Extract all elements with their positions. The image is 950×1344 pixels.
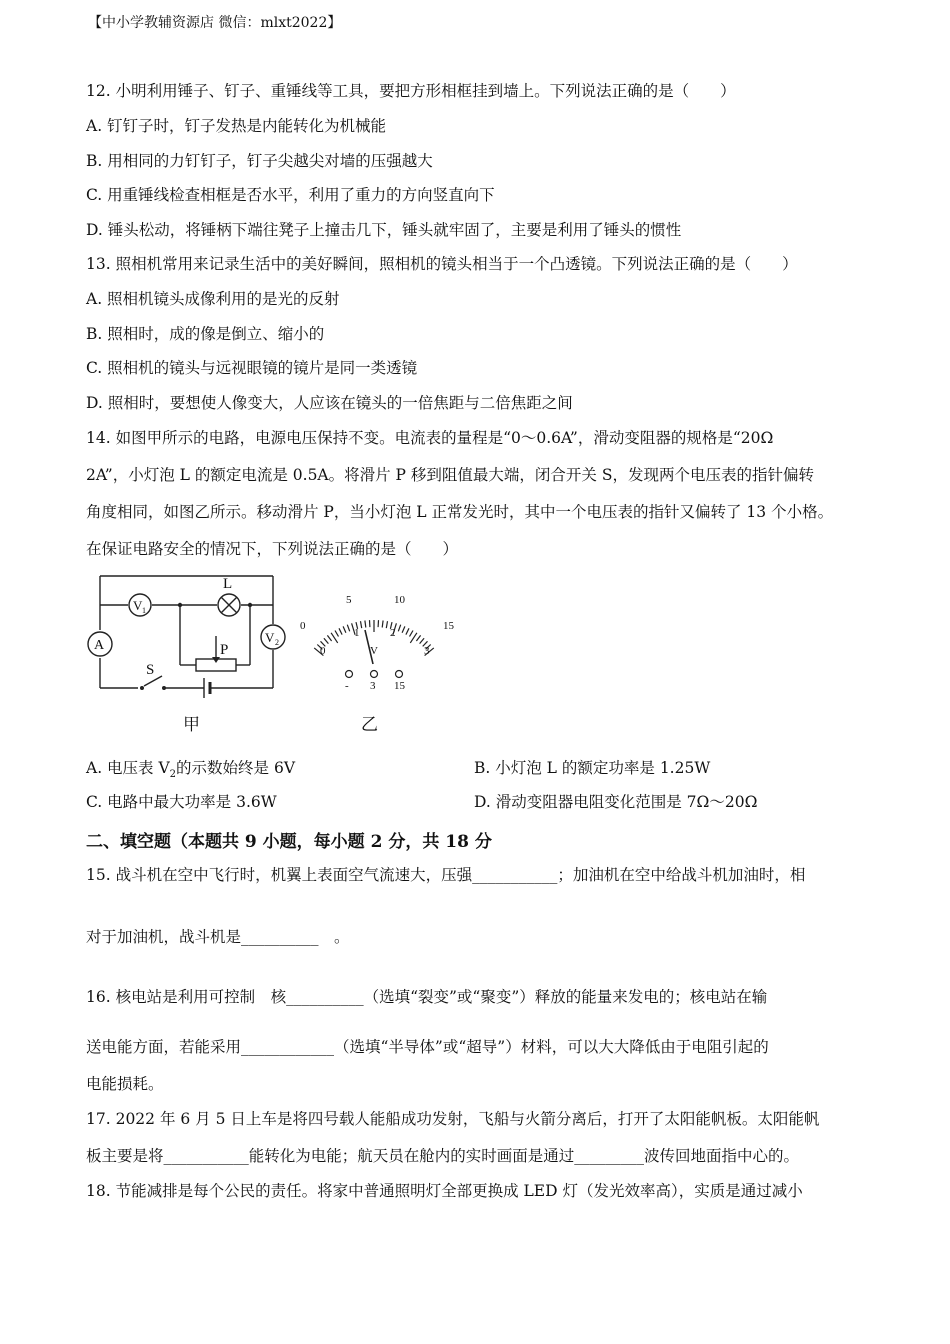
q17-line1: 17. 2022 年 6 月 5 日上车是将四号载人能船成功发射，飞船与火箭分离后，打开了太阳能帆板。太阳能帆: [86, 1110, 820, 1128]
q13-option-b: B. 照相时，成的像是倒立、缩小的: [86, 325, 325, 343]
meter-tick: [335, 631, 339, 637]
scale-bottom-2: 2: [390, 627, 396, 639]
q14-option-b: B. 小灯泡 L 的额定功率是 1.25W: [474, 759, 711, 777]
q14-stem-line4: 在保证电路安全的情况下，下列说法正确的是（ ）: [86, 540, 459, 558]
q14-option-a-text: A. 电压表 V: [86, 759, 170, 777]
scale-top-0: 0: [300, 620, 306, 632]
circuit-diagram: [80, 568, 295, 708]
q14-option-a-tail: 的示数始终是 6V: [176, 759, 296, 777]
meter-tick: [406, 628, 409, 634]
q13-option-a: A. 照相机镜头成像利用的是光的反射: [86, 290, 340, 308]
q12-option-b: B. 用相同的力钉钉子，钉子尖越尖对墙的压强越大: [86, 152, 433, 170]
q16-line3: 电能损耗。: [86, 1075, 164, 1093]
q17-line2: 板主要是将___________能转化为电能；航天员在舱内的实时画面是通过_________波传回地面指中心的。: [86, 1147, 800, 1165]
q14-stem-line2: 2A”，小灯泡 L 的额定电流是 0.5A。将滑片 P 移到阻值最大端，闭合开关 S，发现两个电压表的指针偏转: [86, 466, 814, 484]
meter-tick: [386, 621, 387, 628]
meter-tick: [361, 621, 362, 628]
q12-option-d: D. 锤头松动，将锤柄下端往凳子上撞击几下，锤头就牢固了，主要是利用了锤头的惯性: [86, 221, 682, 239]
circuit-label-L: L: [223, 576, 233, 592]
q13-stem: 13. 照相机常用来记录生活中的美好瞬间，照相机的镜头相当于一个凸透镜。下列说法正确的是（ ）: [86, 255, 798, 273]
circuit-label-V2: V: [265, 630, 275, 645]
meter-tick: [339, 628, 342, 634]
page-header: 【中小学教辅资源店 微信：mlxt2022】: [88, 15, 342, 31]
meter-tick: [398, 625, 400, 632]
terminal-minus: -: [345, 680, 349, 692]
terminal-circle-3: [371, 671, 378, 678]
meter-tick: [420, 638, 425, 643]
circuit-label-A: A: [94, 638, 105, 653]
section-2-title: 二、填空题（本题共 9 小题，每小题 2 分，共 18 分: [86, 832, 492, 852]
q12-option-c: C. 用重锤线检查相框是否水平，利用了重力的方向竖直向下: [86, 186, 495, 204]
meter-tick: [382, 621, 383, 628]
terminal-3: 3: [370, 680, 376, 692]
meter-tick: [416, 635, 420, 641]
q16-line1: 16. 核电站是利用可控制 核__________（选填“裂变”或“聚变”）释放的能量来发电的；核电站在输: [86, 988, 768, 1006]
q15-line2: 对于加油机，战斗机是__________ 。: [86, 928, 350, 946]
meter-tick: [365, 621, 366, 628]
meter-tick: [402, 626, 405, 632]
terminal-15: 15: [394, 680, 405, 692]
q14-option-a-sub: 2: [169, 769, 177, 781]
q14-option-d: D. 滑动变阻器电阻变化范围是 7Ω～20Ω: [474, 793, 758, 811]
meter-unit: V: [370, 645, 378, 657]
q15-line1: 15. 战斗机在空中飞行时，机翼上表面空气流速大，压强___________；加油机在空中给战斗机加油时，相: [86, 866, 806, 884]
q18-line1: 18. 节能减排是每个公民的责任。将家中普通照明灯全部更换成 LED 灯（发光效率高），实质是通过减小: [86, 1182, 803, 1200]
scale-top-5: 5: [346, 594, 352, 606]
scale-bottom-3: 3: [424, 645, 430, 657]
q14-stem-line3: 角度相同，如图乙所示。移动滑片 P，当小灯泡 L 正常发光时，其中一个电压表的指针又偏转了 13 个小格。: [86, 503, 834, 521]
meter-tick: [324, 638, 329, 643]
circuit-label-V2-sub: 2: [275, 638, 279, 647]
voltmeter-dial: [296, 588, 466, 698]
circuit-label-S: S: [146, 662, 155, 678]
terminal-circle-minus: [346, 671, 353, 678]
q16-line2: 送电能方面，若能采用____________（选填“半导体”或“超导”）材料，可以大大降低由于电阻引起的: [86, 1038, 769, 1056]
q13-option-c: C. 照相机的镜头与远视眼镜的镜片是同一类透镜: [86, 359, 418, 377]
q14-stem-line1: 14. 如图甲所示的电路，电源电压保持不变。电流表的量程是“0～0.6A”，滑动变阻器的规格是“20Ω: [86, 429, 774, 447]
figure-label-yi: 乙: [361, 715, 378, 735]
q13-option-d: D. 照相时，要想使人像变大，人应该在镜头的一倍焦距与二倍焦距之间: [86, 394, 573, 412]
terminal-circle-15: [396, 671, 403, 678]
circuit-label-V1: V: [133, 598, 143, 613]
q14-option-a: [86, 758, 295, 785]
q12-option-a: A. 钉钉子时，钉子发热是内能转化为机械能: [86, 117, 387, 135]
circuit-label-V1-sub: 1: [142, 606, 146, 615]
meter-tick: [327, 635, 331, 641]
figure-label-jia: 甲: [183, 715, 200, 735]
meter-tick: [410, 631, 414, 637]
circuit-label-P: P: [220, 642, 229, 658]
q12-stem: 12. 小明利用锤子、钉子、重锤线等工具，要把方形相框挂到墙上。下列说法正确的是（ ）: [86, 82, 736, 100]
scale-top-15: 15: [443, 620, 454, 632]
q14-option-c: C. 电路中最大功率是 3.6W: [86, 793, 277, 811]
scale-bottom-1: 1: [354, 627, 360, 639]
meter-tick: [343, 626, 346, 632]
meter-tick: [347, 625, 349, 632]
scale-bottom-0: 0: [320, 645, 326, 657]
scale-top-10: 10: [394, 594, 405, 606]
